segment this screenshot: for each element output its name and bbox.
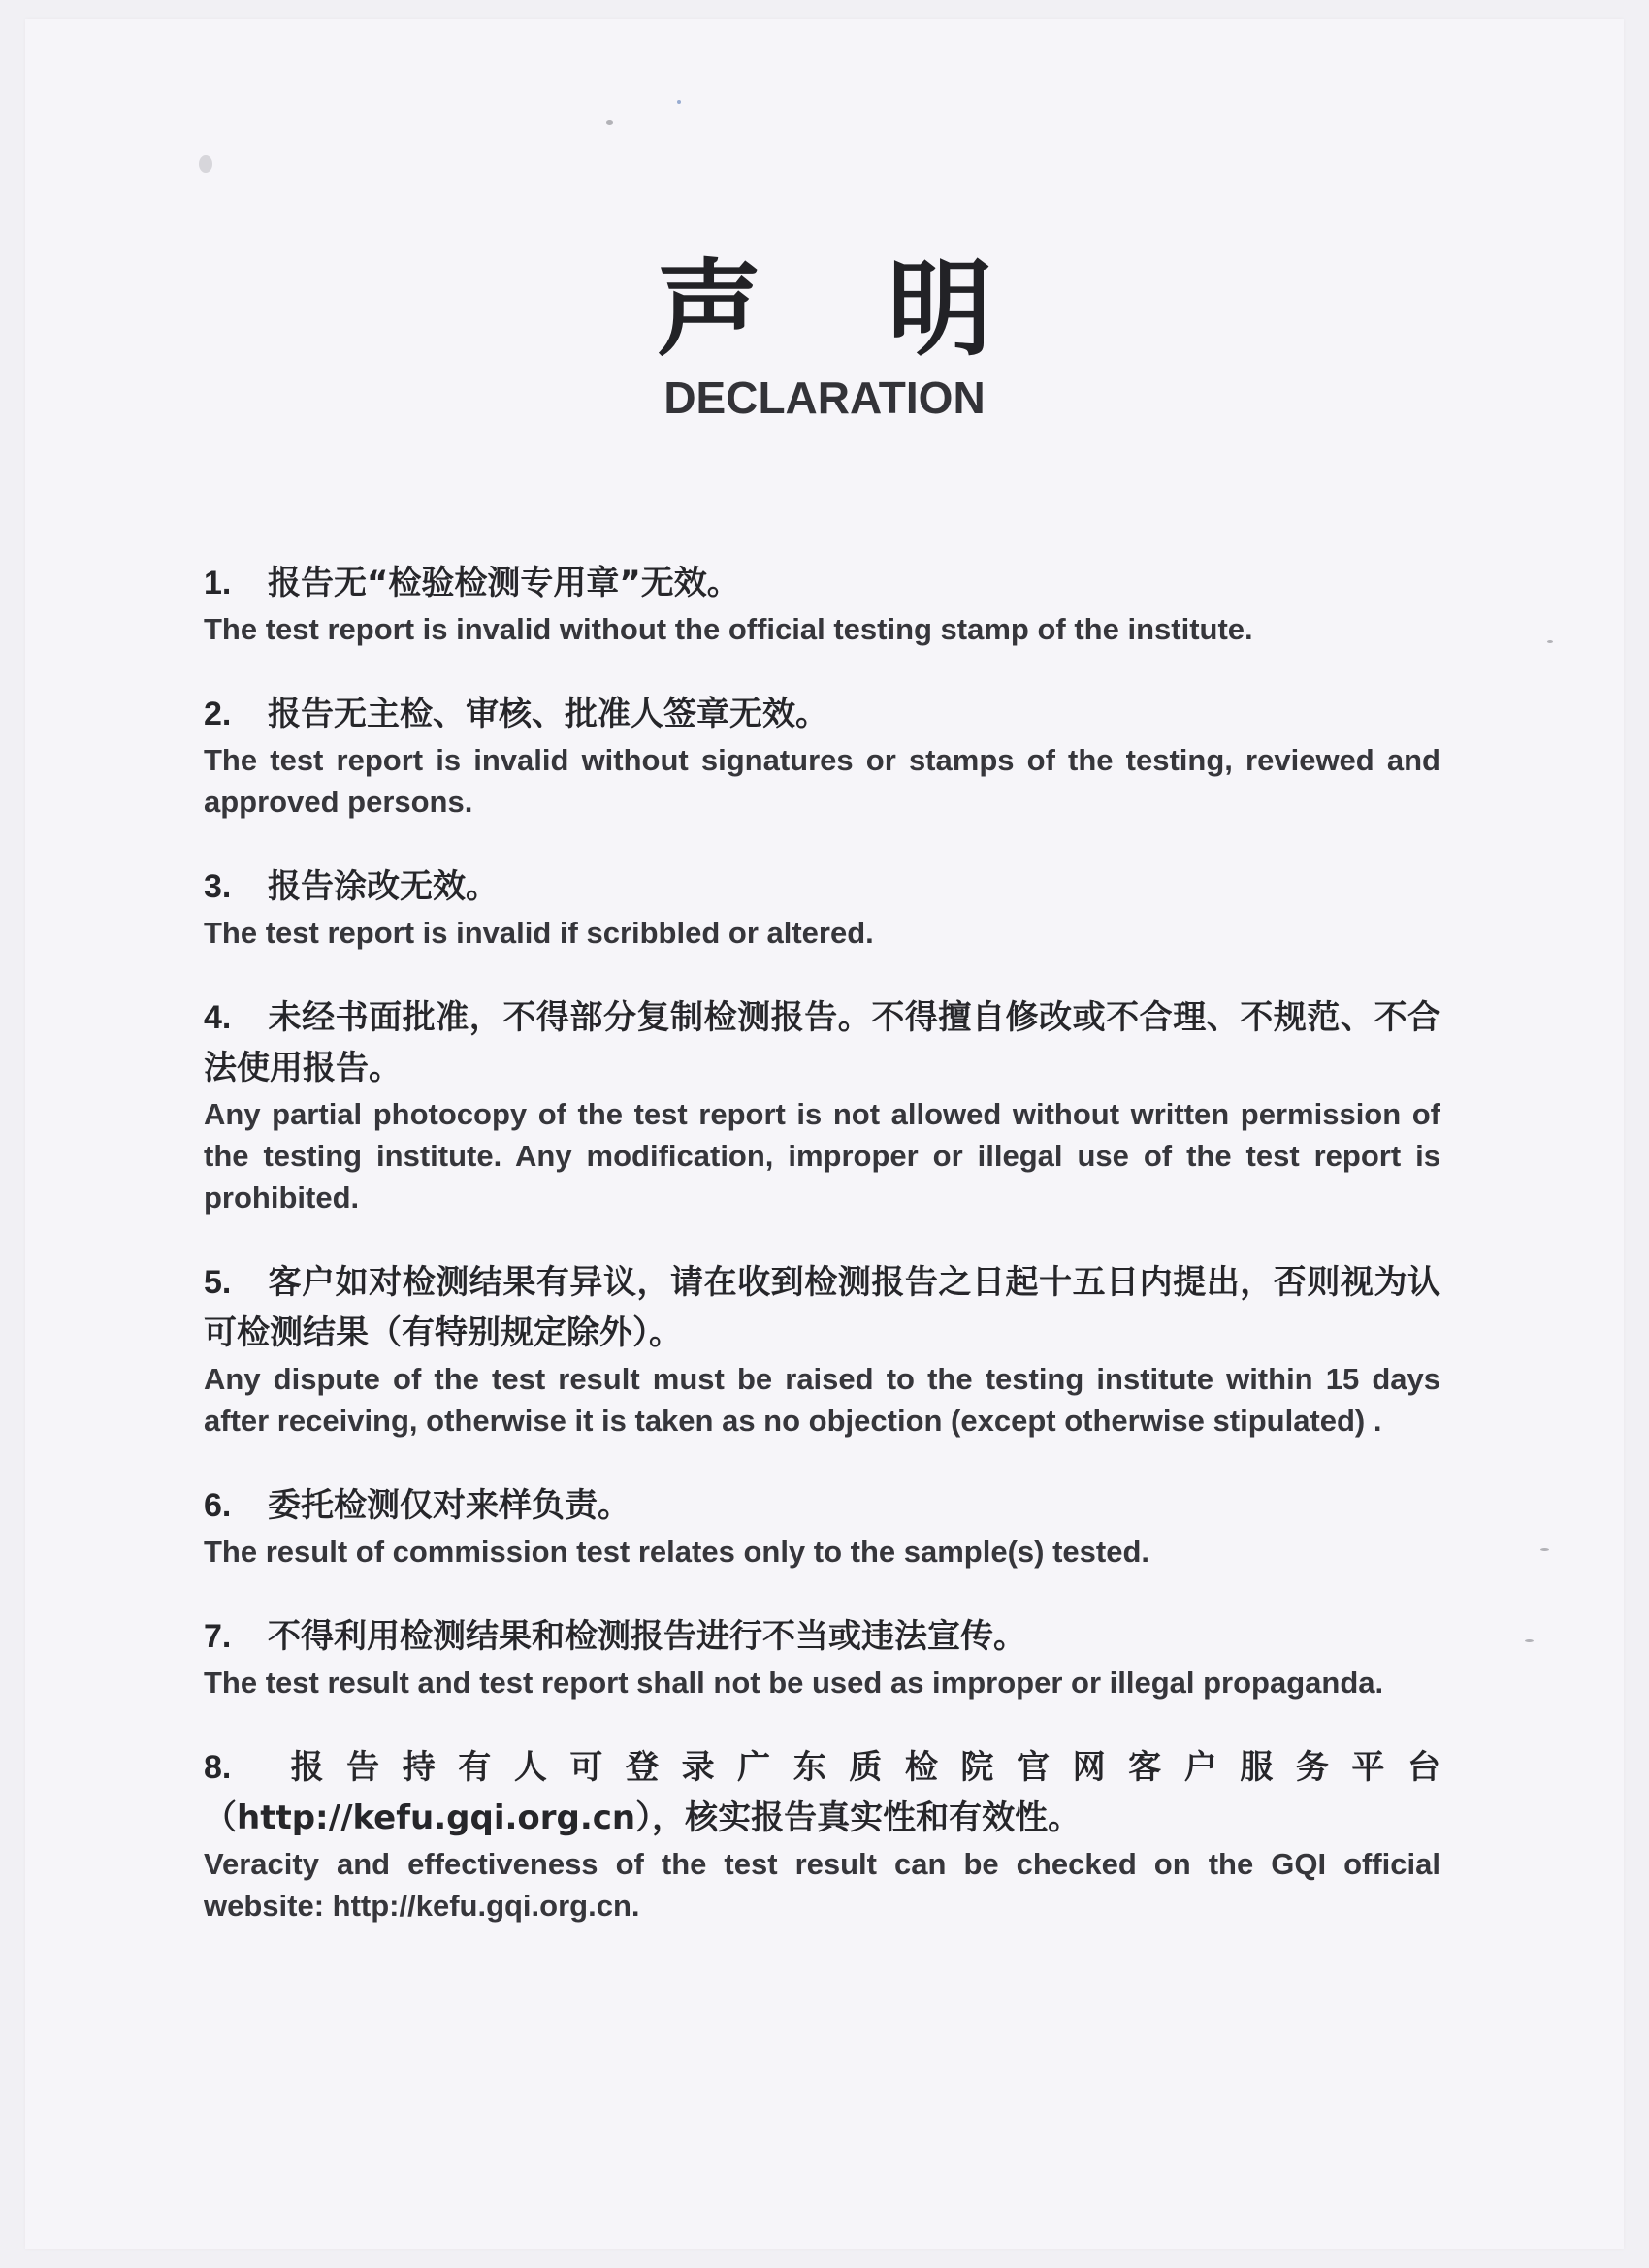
declaration-item-8	[204, 1742, 1440, 1927]
scan-speck	[1525, 1639, 1534, 1642]
declaration-item-2	[204, 689, 1440, 823]
declaration-item-5	[204, 1257, 1440, 1442]
scan-speck	[199, 155, 212, 173]
declaration-item-4	[204, 992, 1440, 1218]
item-text-chinese: 报告持有人可登录广东质检院官网客户服务平台（http://kefu.gqi.org.cn），核实报告真实性和有效性。	[204, 1748, 1440, 1837]
item-text-english: The test report is invalid without the official testing stamp of the institute.	[204, 612, 1253, 646]
item-text-chinese: 报告无主检、审核、批准人签章无效。	[268, 695, 828, 733]
item-text-english: The test result and test report shall not be used as improper or illegal propaganda.	[204, 1666, 1384, 1700]
scan-speck	[1547, 640, 1553, 643]
item-text-chinese: 报告无“检验检测专用章”无效。	[268, 564, 740, 602]
item-text-english: The test report is invalid if scribbled or altered.	[204, 916, 874, 950]
item-number: 8.	[204, 1749, 232, 1786]
item-text-english: The result of commission test relates only to the sample(s) tested.	[204, 1535, 1150, 1569]
item-text-english: Veracity and effectiveness of the test result can be checked on the GQI official website: http://kefu.gqi.org.cn.	[204, 1847, 1440, 1923]
item-number: 7.	[204, 1618, 232, 1655]
item-number: 5.	[204, 1264, 232, 1301]
item-text-english: Any dispute of the test result must be raised to the testing institute within 15 days after receiving, otherwise it is taken as no objection (except otherwise stipulated) .	[204, 1362, 1440, 1438]
item-text-chinese: 未经书面批准，不得部分复制检测报告。不得擅自修改或不合理、不规范、不合法使用报告。	[204, 998, 1440, 1087]
item-number: 4.	[204, 999, 232, 1036]
declaration-item-6	[204, 1480, 1440, 1572]
item-number: 1.	[204, 565, 232, 601]
item-text-chinese: 报告涂改无效。	[268, 867, 499, 906]
item-number: 6.	[204, 1487, 232, 1524]
declaration-list	[204, 558, 1440, 1965]
item-number: 3.	[204, 868, 232, 905]
scan-speck	[677, 100, 681, 104]
scan-speck	[606, 120, 613, 125]
page-title-english: DECLARATION	[663, 373, 986, 423]
declaration-item-3	[204, 861, 1440, 954]
scan-speck	[1540, 1548, 1549, 1551]
declaration-item-7	[204, 1611, 1440, 1703]
item-text-english: Any partial photocopy of the test report is not allowed without written permission of the testing institute. Any modification, improper or illegal use of the test report is prohibited.	[204, 1097, 1440, 1215]
item-text-english: The test report is invalid without signatures or stamps of the testing, reviewed and approved persons.	[204, 743, 1440, 819]
item-text-chinese: 客户如对检测结果有异议，请在收到检测报告之日起十五日内提出，否则视为认可检测结果（有特别规定除外）。	[204, 1263, 1440, 1352]
item-number: 2.	[204, 696, 232, 732]
page-title-chinese: 声明	[656, 249, 1118, 371]
item-text-chinese: 不得利用检测结果和检测报告进行不当或违法宣传。	[268, 1617, 1026, 1656]
declaration-item-1	[204, 558, 1440, 650]
item-text-chinese: 委托检测仅对来样负责。	[268, 1486, 630, 1525]
